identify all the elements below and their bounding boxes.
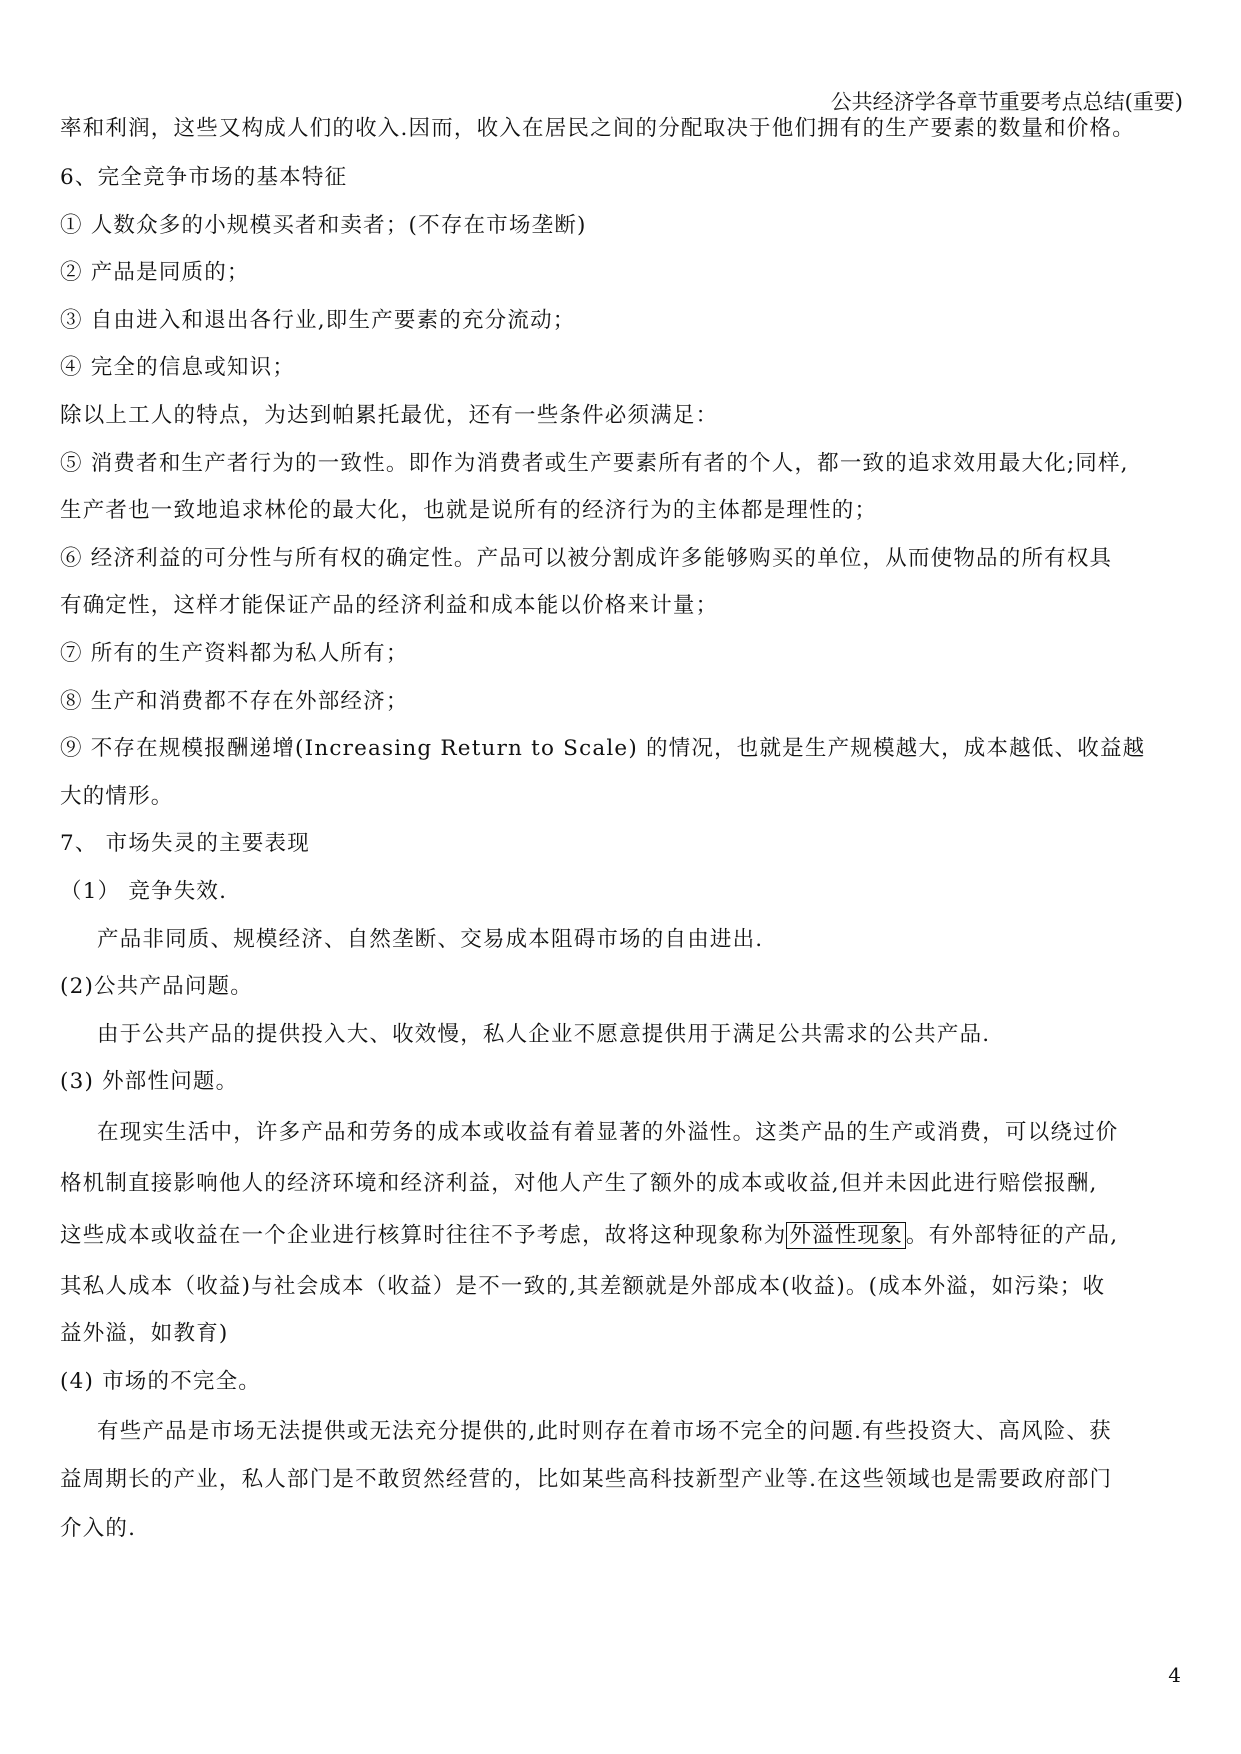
text-line: 除以上工人的特点，为达到帕累托最优，还有一些条件必须满足： — [60, 403, 719, 428]
list-item: ① 人数众多的小规模买者和卖者；(不存在市场垄断) — [60, 213, 587, 238]
list-item: ⑧ 生产和消费都不存在外部经济； — [60, 689, 409, 714]
text-segment: 。有外部特征的产品, — [905, 1223, 1119, 1248]
text-segment: 这些成本或收益在一个企业进行核算时往往不予考虑，故将这种现象称为 — [60, 1223, 787, 1248]
section-heading-6: 6、完全竞争市场的基本特征 — [60, 165, 348, 190]
list-item: ⑨ 不存在规模报酬递增(Increasing Return to Scale) 的情况，也就是生产规模越大，成本越低、收益越 — [60, 736, 1146, 761]
text-line: 大的情形。 — [60, 784, 174, 809]
subsection-heading: （1） 竞争失效. — [60, 879, 228, 904]
list-item: ⑥ 经济利益的可分性与所有权的确定性。产品可以被分割成许多能够购买的单位，从而使物品的所有权具 — [60, 546, 1113, 571]
list-item: ⑤ 消费者和生产者行为的一致性。即作为消费者或生产要素所有者的个人，都一致的追求效用最大化;同样, — [60, 451, 1129, 476]
text-line: 在现实生活中，许多产品和劳务的成本或收益有着显著的外溢性。这类产品的生产或消费，可以绕过价 — [97, 1120, 1119, 1145]
text-line: 产品非同质、规模经济、自然垄断、交易成本阻碍市场的自由进出. — [97, 927, 764, 952]
text-line: 由于公共产品的提供投入大、收效慢，私人企业不愿意提供用于满足公共需求的公共产品. — [97, 1022, 991, 1047]
text-line: 益周期长的产业，私人部门是不敢贸然经营的，比如某些高科技新型产业等.在这些领域也是需要政府部门 — [60, 1467, 1113, 1492]
text-line: 格机制直接影响他人的经济环境和经济利益，对他人产生了额外的成本或收益,但并未因此进行赔偿报酬, — [60, 1171, 1098, 1196]
page-number: 4 — [1168, 1663, 1181, 1687]
text-line: 介入的. — [60, 1516, 137, 1541]
text-line: 率和利润，这些又构成人们的收入.因而，收入在居民之间的分配取决于他们拥有的生产要素的数量和价格。 — [60, 116, 1135, 141]
text-line: 其私人成本（收益)与社会成本（收益）是不一致的,其差额就是外部成本(收益)。(成本外溢，如污染；收 — [60, 1274, 1106, 1299]
running-header: 公共经济学各章节重要考点总结(重要) — [830, 90, 1183, 114]
section-heading-7: 7、 市场失灵的主要表现 — [60, 831, 310, 856]
text-line: 生产者也一致地追求林伦的最大化，也就是说所有的经济行为的主体都是理性的； — [60, 498, 878, 523]
subsection-heading: (2)公共产品问题。 — [60, 974, 253, 999]
subsection-heading: (3) 外部性问题。 — [60, 1069, 239, 1094]
list-item: ② 产品是同质的； — [60, 260, 250, 285]
text-line — [60, 1220, 1118, 1252]
list-item: ④ 完全的信息或知识； — [60, 355, 296, 380]
subsection-heading: (4) 市场的不完全。 — [60, 1369, 261, 1394]
text-line: 有些产品是市场无法提供或无法充分提供的,此时则存在着市场不完全的问题.有些投资大、高风险、获 — [97, 1419, 1112, 1444]
text-line: 益外溢，如教育) — [60, 1321, 229, 1346]
list-item: ⑦ 所有的生产资料都为私人所有； — [60, 641, 409, 666]
boxed-term: 外溢性现象 — [786, 1222, 906, 1249]
text-line: 有确定性，这样才能保证产品的经济利益和成本能以价格来计量； — [60, 593, 719, 618]
list-item: ③ 自由进入和退出各行业,即生产要素的充分流动； — [60, 308, 576, 333]
